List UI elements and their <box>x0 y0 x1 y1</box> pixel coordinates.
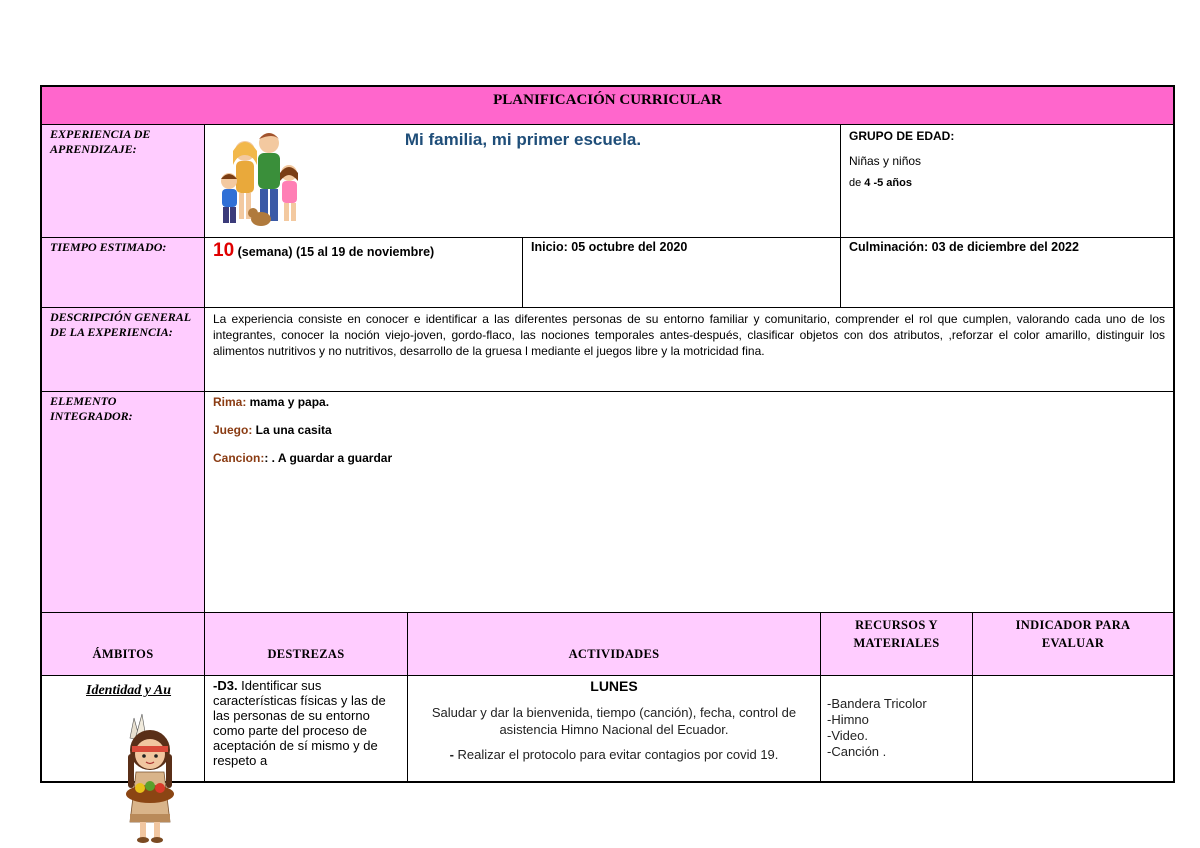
cancion-line <box>213 451 1165 465</box>
col-destrezas-label: DESTREZAS <box>267 647 345 661</box>
rima-label: Rima: <box>213 395 247 409</box>
activity-2-text: Realizar el protocolo para evitar contagios por covid 19. <box>457 747 779 762</box>
tiempo-cell <box>205 238 523 308</box>
juego-value: La una casita <box>252 423 332 437</box>
juego-label: Juego: <box>213 423 253 437</box>
activity-2-dash: - <box>449 747 458 762</box>
col-ambitos <box>40 613 205 676</box>
recurso-item: -Bandera Tricolor <box>827 696 927 711</box>
cancion-label: Cancion: <box>213 451 265 465</box>
ambito-text: Identidad y Au <box>86 683 172 698</box>
rima-value: mama y papa. <box>246 395 330 409</box>
col-indicador <box>973 613 1175 676</box>
cancion-value: : . A guardar a guardar <box>264 451 393 465</box>
juego-line <box>213 423 1165 437</box>
descripcion-cell <box>205 308 1175 392</box>
grupo-cell <box>841 125 1175 238</box>
activity-1: Saludar y dar la bienvenida, tiempo (canción), fecha, control de asistencia Himno Nacional del Ecuador. <box>431 705 797 737</box>
experiencia-label-cell <box>40 125 205 238</box>
descripcion-label: DESCRIPCIÓN GENERAL DE LA EXPERIENCIA: <box>50 310 191 339</box>
inicio-cell <box>523 238 841 308</box>
rima-line <box>213 395 1165 409</box>
tiempo-label-cell <box>40 238 205 308</box>
col-actividades-label: ACTIVIDADES <box>568 647 660 661</box>
recurso-item: -Canción . <box>827 744 887 759</box>
indicador-cell <box>973 676 1175 783</box>
destreza-body: Identificar sus características físicas y las de las personas de su entorno como parte del proceso de aceptación de sí mismo y de respeto a <box>213 678 386 768</box>
grupo-line1: Niñas y niños <box>849 154 922 168</box>
girl-with-basket-illustration <box>112 710 184 848</box>
table-header <box>40 85 1175 125</box>
culminacion-cell <box>841 238 1175 308</box>
grupo-line2 <box>849 177 1165 189</box>
grupo-label: GRUPO DE EDAD: <box>849 129 955 143</box>
activity-2 <box>414 747 814 762</box>
col-indicador-label: INDICADOR PARA EVALUAR <box>1015 618 1131 650</box>
destreza-text <box>213 678 399 768</box>
recursos-cell <box>821 676 973 783</box>
col-recursos <box>821 613 973 676</box>
culminacion-date: Culminación: 03 de diciembre del 2022 <box>849 240 1079 254</box>
tiempo-label: TIEMPO ESTIMADO: <box>50 240 167 254</box>
day-label: LUNES <box>590 678 638 694</box>
elemento-label: ELEMENTO INTEGRADOR: <box>50 394 133 423</box>
descripcion-text: La experiencia consiste en conocer e identificar a las diferentes personas de su entorno familiar y comunitario, comprender el rol que cumplen, valorando cada uno de los integrantes, conocer la noción viejo-joven, gordo-flaco, las nociones temporales antes-después, clasificar objetos con dos atributos, ,reforzar el color amarillo, distinguir los alimentos nutritivos y no nutritivos, desarrollo de la gruesa l mediante el juegos libre y la motricidad fina. <box>213 312 1165 358</box>
col-ambitos-label: ÁMBITOS <box>92 647 154 661</box>
col-recursos-label: RECURSOS Y MATERIALES <box>853 618 940 650</box>
actividades-cell <box>408 676 821 783</box>
grupo-prefix: de <box>849 177 865 189</box>
experiencia-label: EXPERIENCIA DE APRENDIZAJE: <box>50 127 151 156</box>
descripcion-label-cell <box>40 308 205 392</box>
experiencia-title: Mi familia, mi primer escuela. <box>404 130 642 149</box>
inicio-date: Inicio: 05 octubre del 2020 <box>531 240 688 254</box>
recurso-item: -Video. <box>827 728 868 743</box>
page-title: PLANIFICACIÓN CURRICULAR <box>493 92 722 108</box>
destreza-cell <box>205 676 408 783</box>
col-destrezas <box>205 613 408 676</box>
tiempo-detail: (semana) (15 al 19 de noviembre) <box>234 245 435 259</box>
recurso-item: -Himno <box>827 712 869 727</box>
tiempo-number: 10 <box>213 240 235 261</box>
elemento-cell <box>205 392 1175 613</box>
elemento-label-cell <box>40 392 205 613</box>
grupo-age: 4 -5 años <box>864 177 912 189</box>
destreza-code: -D3. <box>213 678 238 693</box>
col-actividades <box>408 613 821 676</box>
experiencia-title-cell <box>205 125 841 238</box>
